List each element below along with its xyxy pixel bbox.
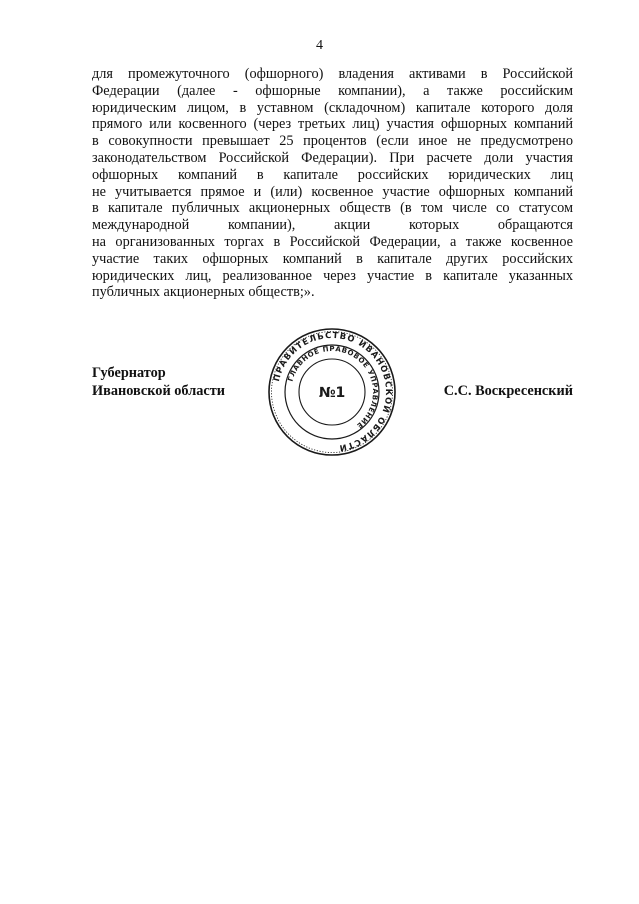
official-seal	[266, 326, 398, 458]
paragraph-line: для промежуточного (офшорного) владения активами в Российской	[92, 66, 573, 82]
paragraph-line: в совокупности превышает 25 процентов (если иное не предусмотрено	[92, 133, 573, 150]
paragraph-line: на организованных торгах в Российской Федерации, а также косвенное	[92, 233, 573, 250]
paragraph-line: публичных акционерных обществ;».	[92, 284, 315, 301]
body-paragraph	[92, 66, 573, 301]
paragraph-line: Федерации (далее - офшорные компании), а также российским	[92, 82, 573, 99]
seal-inner-ring-text-path: ГЛАВНОЕ ПРАВОВОЕ УПРАВЛЕНИЕ	[286, 344, 380, 430]
paragraph-line: прямого или косвенного (через третьих лиц) участия офшорных компаний	[92, 116, 573, 133]
paragraph-line: законодательством Российской Федерации). При расчете доли участия	[92, 149, 573, 166]
page-number: 4	[316, 38, 323, 53]
paragraph-line: в капитале публичных акционерных обществ (в том числе со статусом	[92, 200, 573, 217]
signature-title-line2: Ивановской области	[92, 383, 225, 399]
seal-number: №1	[318, 385, 346, 401]
paragraph-line: юридическим лицом, в уставном (складочном) капитале которого доля	[92, 99, 573, 116]
signature-title	[92, 364, 225, 400]
signature-name: С.С. Воскресенский	[443, 383, 573, 399]
signature-title-line1: Губернатор	[92, 365, 166, 381]
paragraph-line: юридических лиц, реализованное через участие в капитале указанных	[92, 267, 573, 284]
seal-ring-text-path: ПРАВИТЕЛЬСТВО ИВАНОВСКОЙ ОБЛАСТИ	[271, 329, 395, 454]
paragraph-line: не учитывается прямое и (или) косвенное участие офшорных компаний	[92, 183, 573, 200]
paragraph-line: участие таких офшорных компаний в капитале других российских	[92, 250, 573, 267]
paragraph-line: офшорных компаний в капитале российских юридических лиц	[92, 166, 573, 183]
paragraph-line: международной компании), акции которых обращаются	[92, 217, 573, 234]
